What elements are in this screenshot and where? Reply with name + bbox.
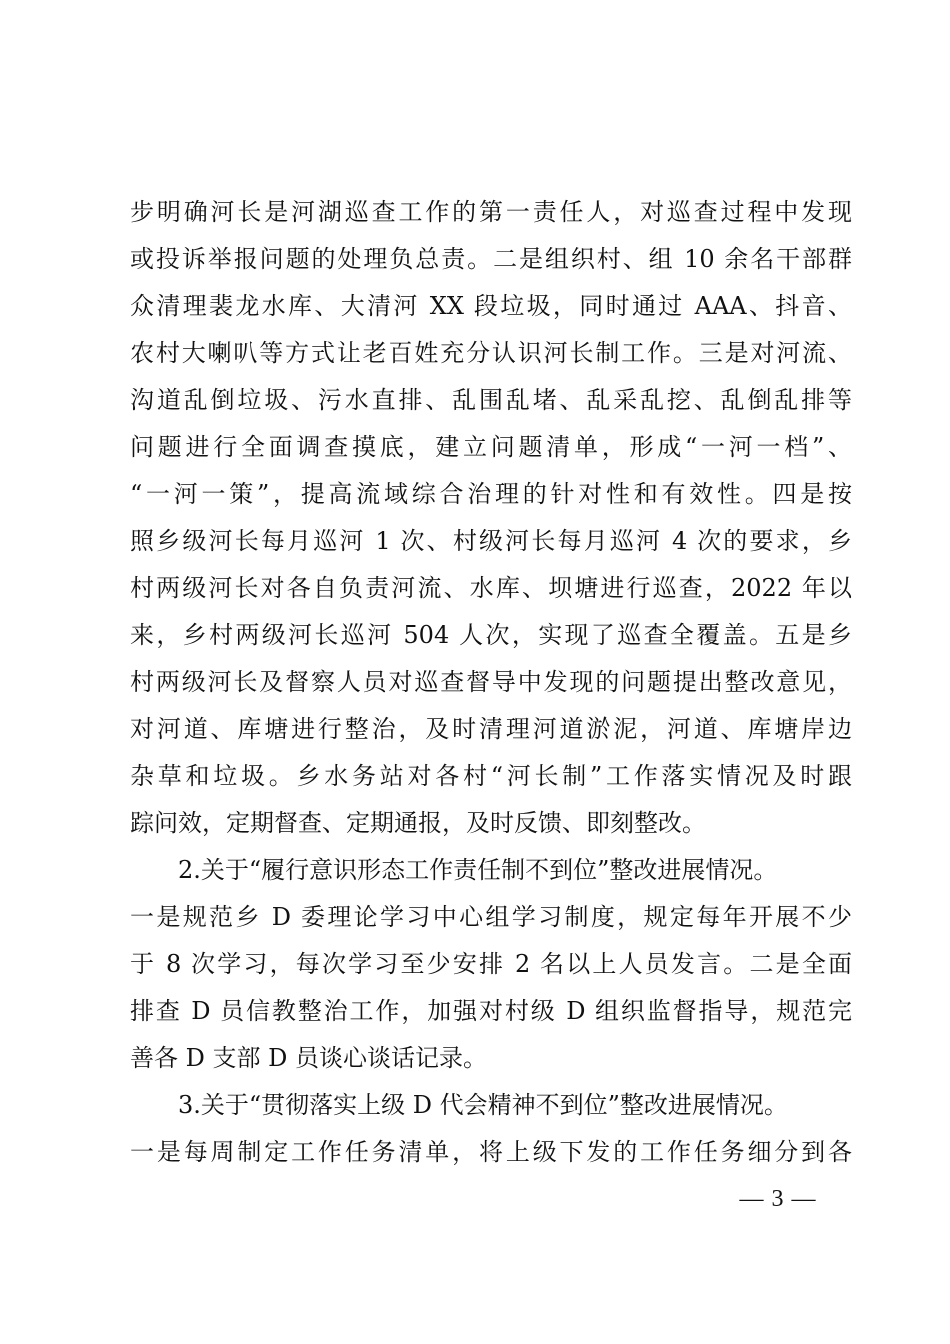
text-line: 步明确河长是河湖巡查工作的第一责任人，对巡查过程中发现	[130, 198, 852, 226]
text-line: 一是规范乡 D 委理论学习中心组学习制度，规定每年开展不少	[130, 903, 852, 931]
text-line: 或投诉举报问题的处理负总责。二是组织村、组 10 余名干部群	[130, 245, 852, 273]
text-line: 踪问效，定期督查、定期通报，及时反馈、即刻整改。	[130, 809, 706, 837]
page-number: — 3 —	[739, 1186, 817, 1212]
text-line: 来，乡村两级河长巡河 504 人次，实现了巡查全覆盖。五是乡	[130, 621, 852, 649]
text-line: 善各 D 支部 D 员谈心谈话记录。	[130, 1044, 487, 1072]
text-line: 村两级河长对各自负责河流、水库、坝塘进行巡查，2022 年以	[130, 574, 852, 602]
text-line: 一是每周制定工作任务清单，将上级下发的工作任务细分到各	[130, 1138, 852, 1166]
body-text	[130, 189, 852, 1176]
text-line: 村两级河长及督察人员对巡查督导中发现的问题提出整改意见，	[130, 668, 852, 696]
text-line: 排查 D 员信教整治工作，加强对村级 D 组织监督指导，规范完	[130, 997, 852, 1025]
text-line: 农村大喇叭等方式让老百姓充分认识河长制工作。三是对河流、	[130, 339, 852, 367]
text-line: 照乡级河长每月巡河 1 次、村级河长每月巡河 4 次的要求，乡	[130, 527, 852, 555]
text-line: “一河一策”，提高流域综合治理的针对性和有效性。四是按	[130, 480, 852, 508]
text-line: 沟道乱倒垃圾、污水直排、乱围乱堵、乱采乱挖、乱倒乱排等	[130, 386, 852, 414]
section-heading-line: 3.关于“贯彻落实上级 D 代会精神不到位”整改进展情况。	[178, 1091, 788, 1119]
text-line: 问题进行全面调查摸底，建立问题清单，形成“一河一档”、	[130, 433, 852, 461]
text-line: 对河道、库塘进行整治，及时清理河道淤泥，河道、库塘岸边	[130, 715, 852, 743]
text-line: 众清理裴龙水库、大清河 XX 段垃圾，同时通过 AAA、抖音、	[130, 292, 852, 320]
section-heading-line: 2.关于“履行意识形态工作责任制不到位”整改进展情况。	[178, 856, 778, 884]
text-line: 于 8 次学习，每次学习至少安排 2 名以上人员发言。二是全面	[130, 950, 852, 978]
text-line: 杂草和垃圾。乡水务站对各村“河长制”工作落实情况及时跟	[130, 762, 852, 790]
